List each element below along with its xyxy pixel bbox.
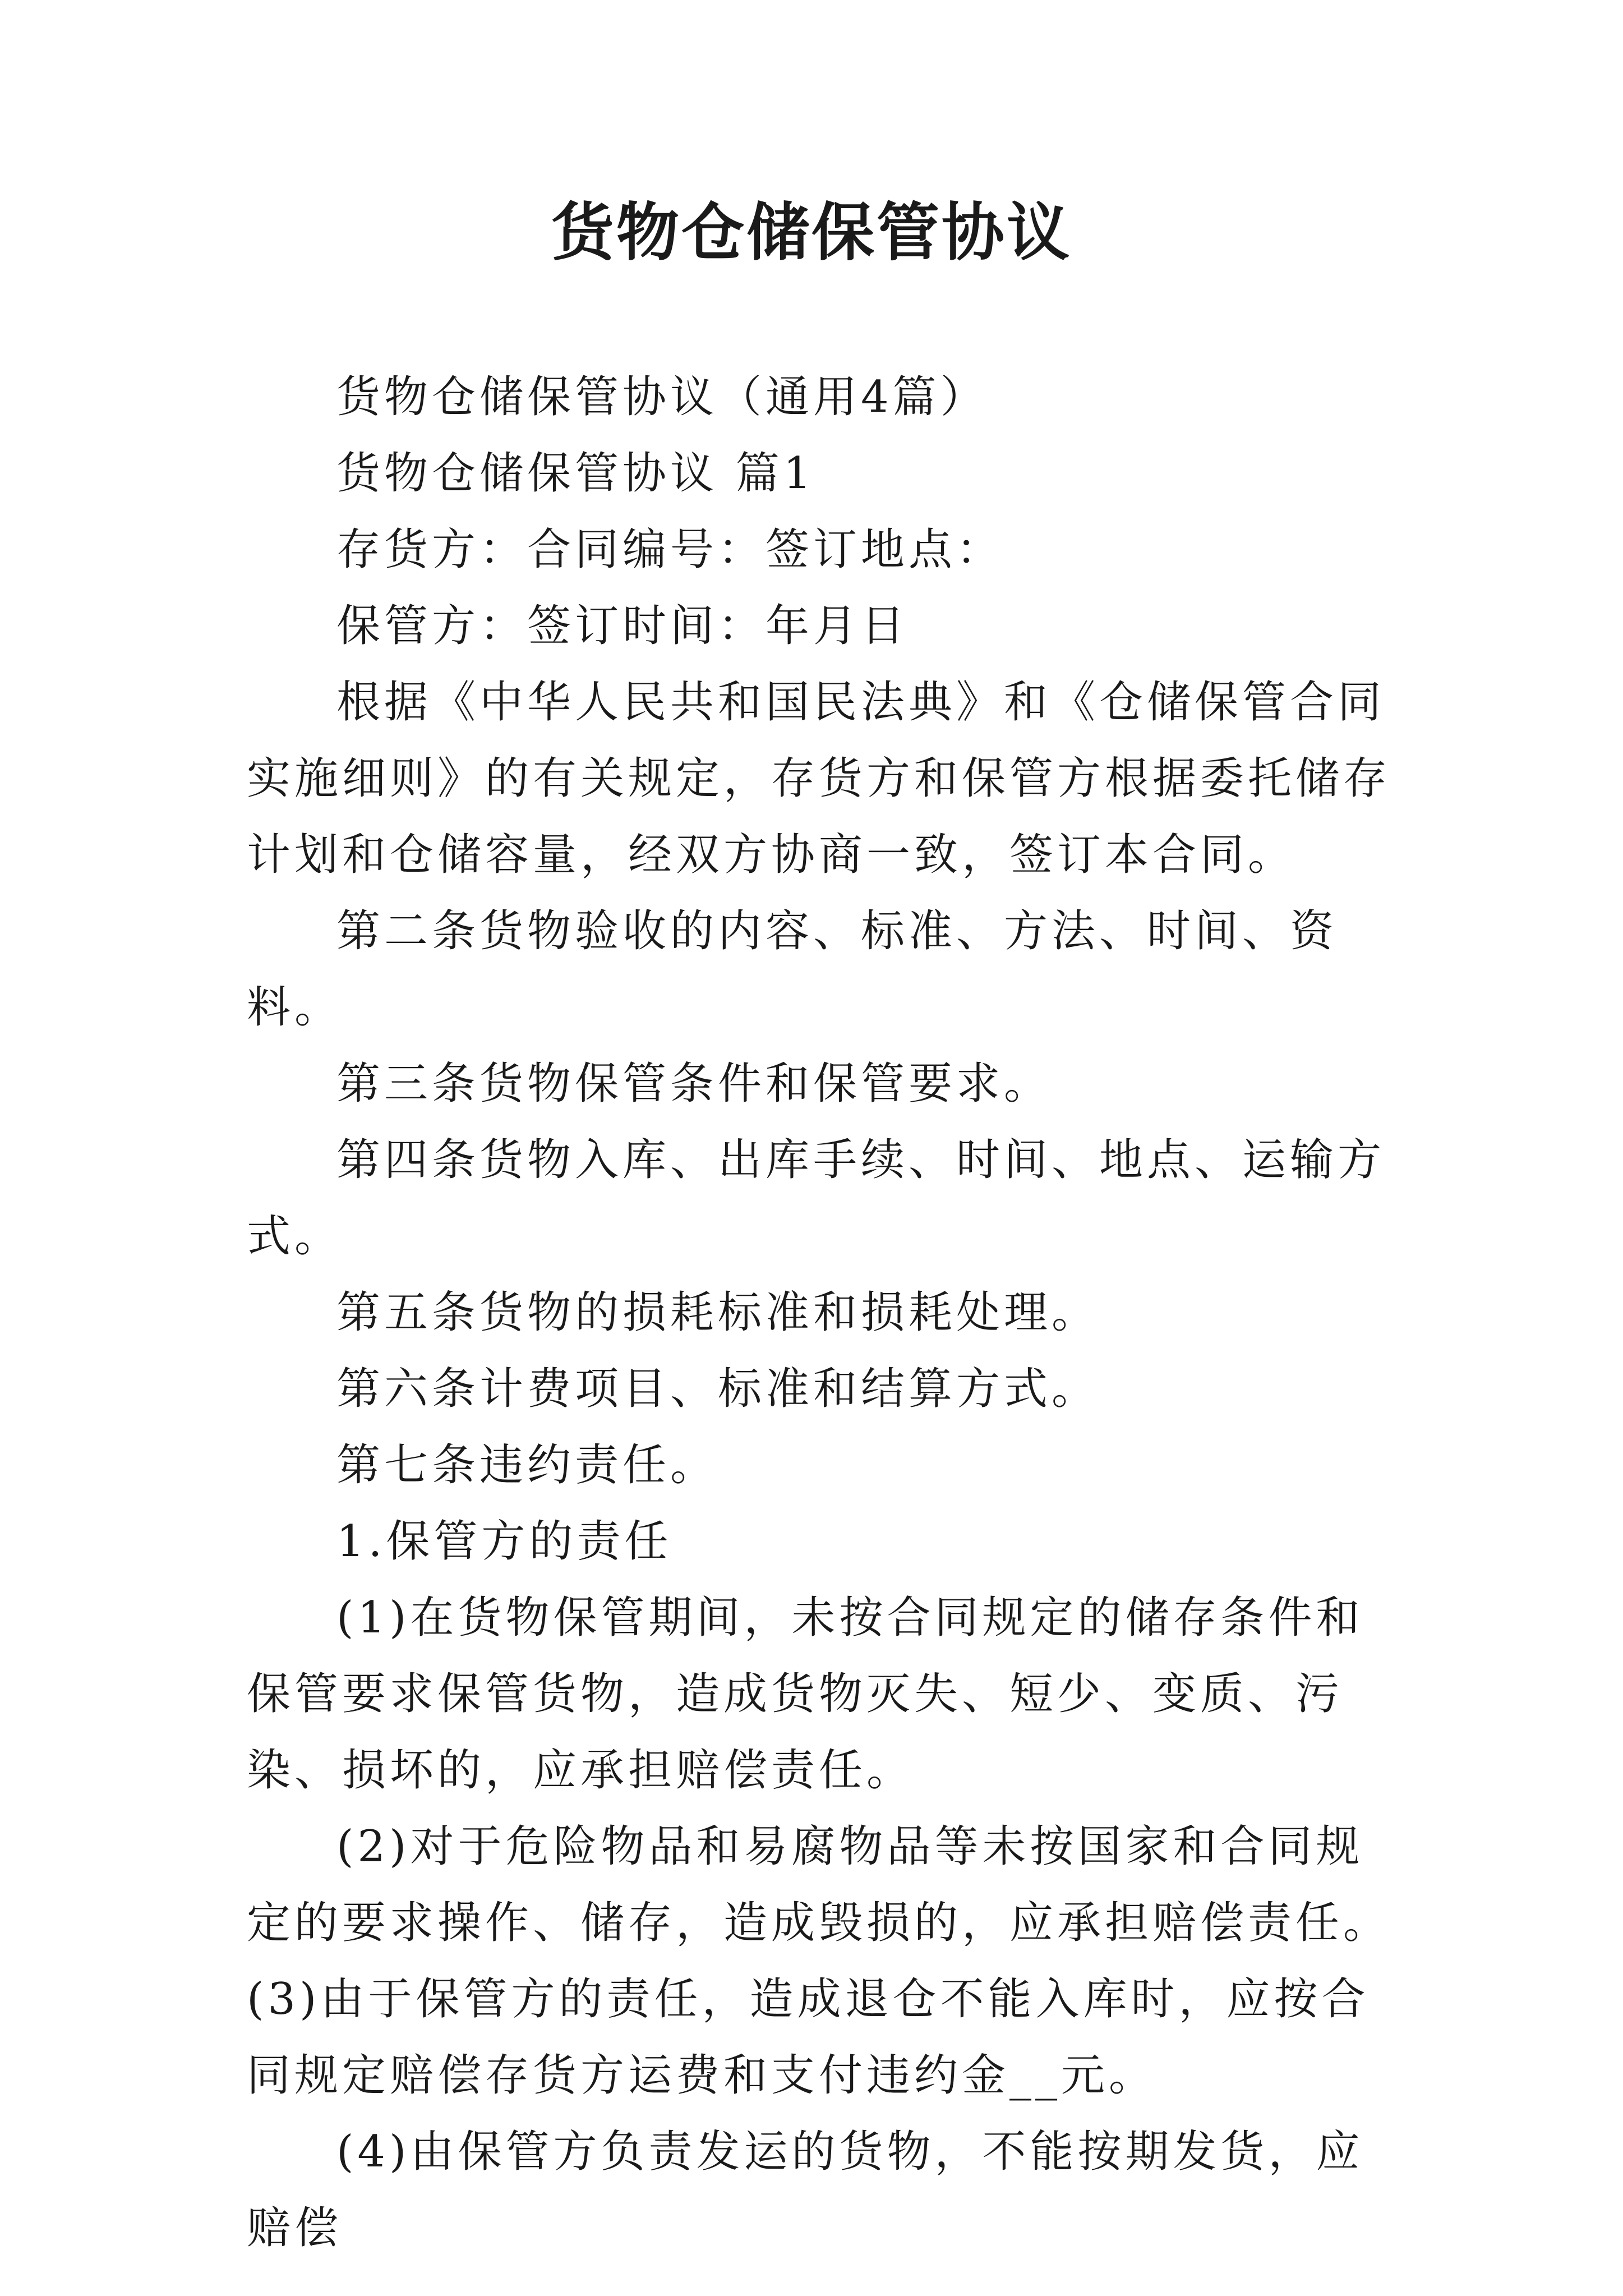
paragraph-part-heading: 货物仓储保管协议 篇1: [336, 448, 815, 499]
paragraph-article-3: 第三条货物保管条件和保管要求。: [336, 1059, 1052, 1109]
paragraph-article-7: 第七条违约责任。: [336, 1440, 718, 1490]
paragraph-clause-4: (4)由保管方负责发运的货物，不能按期发货，应赔偿: [247, 2127, 1364, 2253]
paragraph-custodian-liability: 1.保管方的责任: [336, 1516, 672, 1567]
paragraph-subtitle: 货物仓储保管协议（通用4篇）: [336, 372, 988, 422]
paragraph-article-6: 第六条计费项目、标准和结算方式。: [336, 1364, 1100, 1414]
paragraph-clause-2-3: (2)对于危险物品和易腐物品等未按国家和合同规定的要求操作、储存，造成毁损的，应承担赔偿责任。(3)由于保管方的责任，造成退仓不能入库时，应按合同规定赔偿存货方运费和支付违约金__元。: [247, 1821, 1391, 2101]
paragraph-clause-1: (1)在货物保管期间，未按合同规定的储存条件和保管要求保管货物，造成货物灭失、短少、变质、污染、损坏的，应承担赔偿责任。: [247, 1593, 1364, 1796]
paragraph-article-2: 第二条货物验收的内容、标准、方法、时间、资料。: [247, 906, 1338, 1033]
paragraph-preamble: 根据《中华人民共和国民法典》和《仓储保管合同实施细则》的有关规定，存货方和保管方根据委托储存计划和仓储容量，经双方协商一致，签订本合同。: [247, 677, 1391, 880]
paragraph-article-5: 第五条货物的损耗标准和损耗处理。: [336, 1287, 1100, 1338]
paragraph-depositor: 存货方：合同编号：签订地点：: [336, 524, 1004, 575]
document-body: [247, 359, 1391, 2266]
paragraph-article-4: 第四条货物入库、出库手续、时间、地点、运输方式。: [247, 1135, 1386, 1262]
document-title: 货物仓储保管协议: [551, 196, 1072, 269]
paragraph-custodian: 保管方：签订时间：年月日: [336, 601, 909, 651]
